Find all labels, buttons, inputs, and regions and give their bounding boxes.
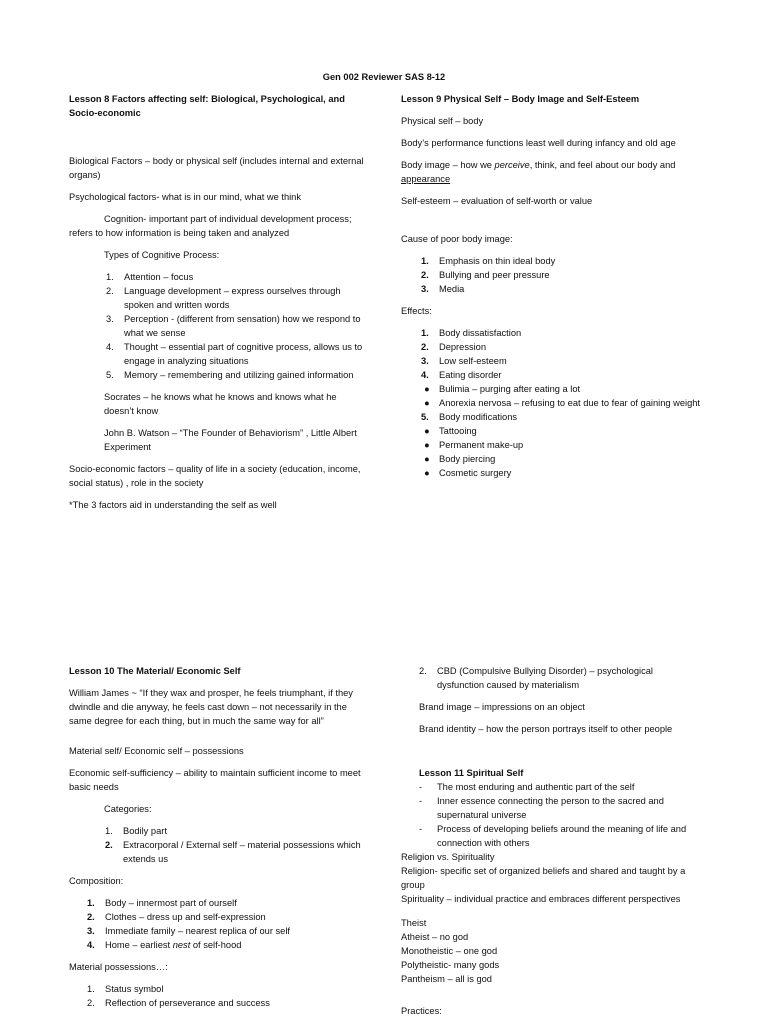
james-quote: William James ~ “If they wax and prosper, he feels triumphant, if they dwindle and die anyway, he feels cast down – not necessarily in the same degree for each thing, but in much the same way for all” (69, 688, 353, 726)
body-image-definition: Body image – how we perceive, think, and feel about our body and appearance (401, 160, 676, 184)
list-item: 2. CBD (Compulsive Bullying Disorder) – psychological dysfunction caused by materialism (419, 666, 653, 690)
brand-identity: Brand identity – how the person portrays itself to other people (419, 724, 673, 734)
socio-economic-factors: Socio-economic factors – quality of life in a society (education, income, social status) , role in the society (69, 464, 361, 488)
list-item: ● Body piercing (424, 454, 496, 464)
list-item: 1. Body – innermost part of ourself (87, 898, 237, 908)
lesson-11-section (401, 766, 701, 1018)
list-item: 4. Home – earliest nest of self-hood (87, 940, 242, 950)
pantheism: Pantheism – all is god (401, 974, 492, 984)
lesson-10-heading: Lesson 10 The Material/ Economic Self (69, 666, 241, 676)
list-item: 2. Clothes – dress up and self-expression (87, 912, 266, 922)
categories-list (69, 824, 369, 866)
biological-factors: Biological Factors – body or physical self (includes internal and external organs) (69, 156, 364, 180)
list-item: 3. Immediate family – nearest replica of our self (87, 926, 290, 936)
practices-heading: Practices: (401, 1006, 442, 1016)
economic-self-sufficiency: Economic self-sufficiency – ability to maintain sufficient income to meet basic needs (69, 768, 361, 792)
categories-heading: Categories: (104, 804, 152, 814)
list-item: 1. Body dissatisfaction (421, 328, 522, 338)
list-item: 3. Media (421, 284, 465, 294)
document-title: Gen 002 Reviewer SAS 8-12 (322, 72, 446, 82)
spirituality-definition: Spirituality – individual practice and embraces different perspectives (401, 894, 681, 904)
composition-list (69, 896, 369, 952)
watson-note: John B. Watson – “The Founder of Behaviorism” , Little Albert Experiment (104, 428, 357, 452)
religion-vs-spirituality: Religion vs. Spirituality (401, 852, 495, 862)
monotheistic: Monotheistic – one god (401, 946, 498, 956)
effects-list (401, 326, 701, 480)
list-item: ● Tattooing (424, 426, 477, 436)
list-item: 2. Language development – express ourselves through spoken and written words (106, 286, 341, 310)
list-item: 1. Attention – focus (106, 272, 194, 282)
composition-heading: Composition: (69, 876, 124, 886)
list-item: 3. Low self-esteem (421, 356, 507, 366)
lesson-10-continuation (401, 664, 701, 736)
causes-list (401, 254, 701, 296)
cognitive-types-list (104, 270, 369, 382)
list-item: 5. Body modifications (421, 412, 518, 422)
religion-definition: Religion- specific set of organized beliefs and shared and taught by a group (401, 866, 686, 890)
polytheistic: Polytheistic- many gods (401, 960, 500, 970)
list-item: - The most enduring and authentic part of the self (419, 782, 635, 792)
material-self: Material self/ Economic self – possessions (69, 746, 244, 756)
theist: Theist (401, 918, 427, 928)
effects-heading: Effects: (401, 306, 432, 316)
list-item: 2. Bullying and peer pressure (421, 270, 550, 280)
factors-note: *The 3 factors aid in understanding the self as well (69, 500, 277, 510)
list-item: 2. Depression (421, 342, 487, 352)
list-item: 2. Reflection of perseverance and success (87, 998, 270, 1008)
body-performance: Body’s performance functions least well during infancy and old age (401, 138, 676, 148)
physical-self: Physical self – body (401, 116, 484, 126)
brand-image: Brand image – impressions on an object (419, 702, 585, 712)
cognition-definition: Cognition- important part of individual development process; refers to how information is being taken and analyzed (69, 214, 352, 238)
lesson-9-section (401, 92, 701, 480)
atheist: Atheist – no god (401, 932, 469, 942)
list-item: - Process of developing beliefs around the meaning of life and connection with others (419, 824, 687, 848)
list-item: 5. Memory – remembering and utilizing gained information (106, 370, 354, 380)
socrates-note: Socrates – he knows what he knows and knows what he doesn’t know (104, 392, 337, 416)
list-item: 1. Emphasis on thin ideal body (421, 256, 556, 266)
list-item: 4. Thought – essential part of cognitive process, allows us to engage in analyzing situations (106, 342, 363, 366)
list-item: 2. Extracorporal / External self – material possessions which extends us (105, 840, 361, 864)
list-item: ● Bulimia – purging after eating a lot (424, 384, 581, 394)
causes-heading: Cause of poor body image: (401, 234, 513, 244)
list-item: ● Permanent make-up (424, 440, 524, 450)
list-item: 4. Eating disorder (421, 370, 502, 380)
list-item: ● Anorexia nervosa – refusing to eat due to fear of gaining weight (424, 398, 700, 408)
lesson-8-section (69, 92, 369, 512)
spiritual-self-points (401, 780, 701, 850)
self-esteem-definition: Self-esteem – evaluation of self-worth or value (401, 196, 593, 206)
lesson-11-heading: Lesson 11 Spiritual Self (419, 768, 524, 778)
lesson-8-heading: Lesson 8 Factors affecting self: Biological, Psychological, and Socio-economic (69, 94, 345, 118)
possessions-heading: Material possessions…: (69, 962, 168, 972)
psychological-factors: Psychological factors- what is in our mind, what we think (69, 192, 302, 202)
possessions-list (69, 982, 369, 1010)
lesson-9-heading: Lesson 9 Physical Self – Body Image and Self-Esteem (401, 94, 640, 104)
lesson-10-section (69, 664, 369, 1010)
cognitive-types-heading: Types of Cognitive Process: (104, 250, 220, 260)
list-item: - Inner essence connecting the person to the sacred and supernatural universe (419, 796, 664, 820)
list-item: 1. Status symbol (87, 984, 164, 994)
list-item: ● Cosmetic surgery (424, 468, 512, 478)
list-item: 3. Perception - (different from sensation) how we respond to what we sense (106, 314, 361, 338)
list-item: 1. Bodily part (105, 826, 167, 836)
materialism-list (401, 664, 701, 692)
